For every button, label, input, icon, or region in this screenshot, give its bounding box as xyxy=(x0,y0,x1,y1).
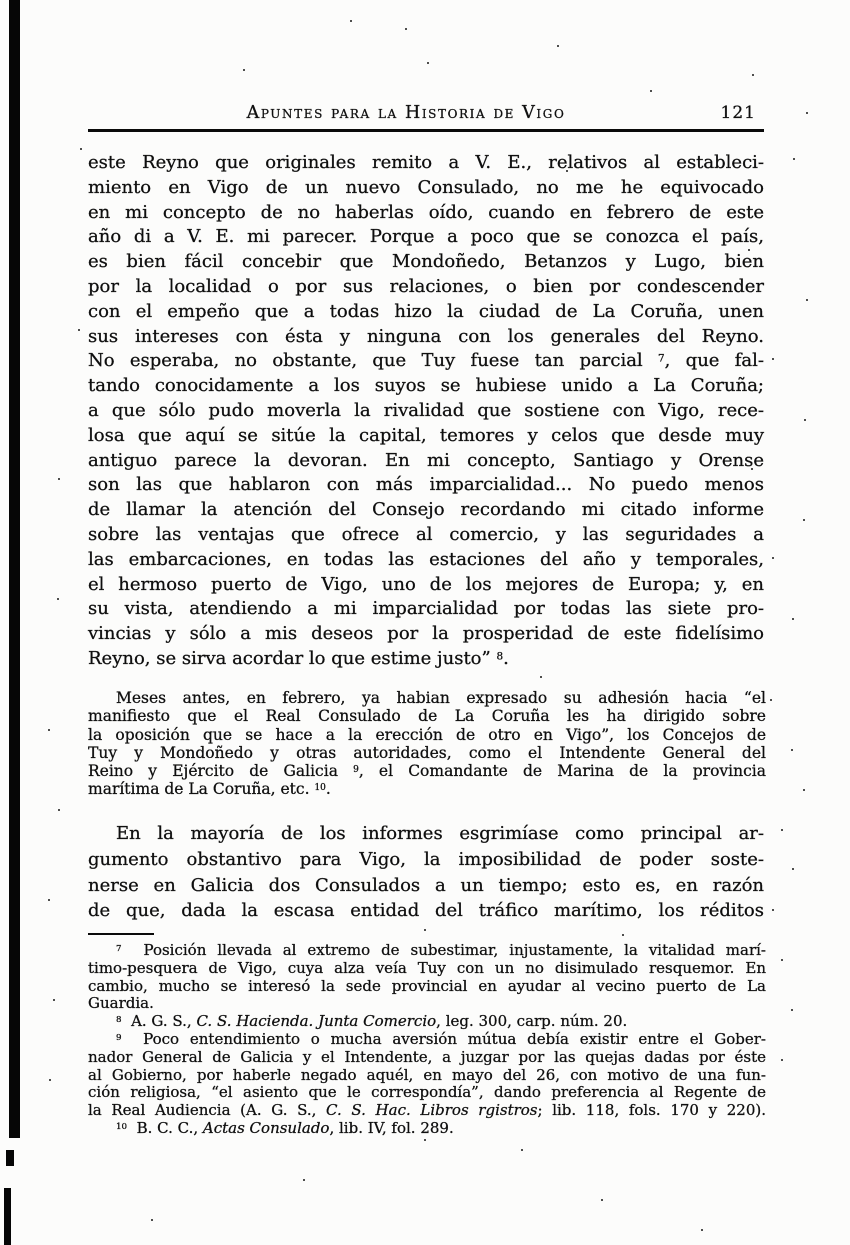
scan-binding-bar-fragment xyxy=(4,1188,11,1245)
text-line xyxy=(88,762,766,780)
text-segment: tando conocidamente a los suyos se hubiese unido a La Coruña; xyxy=(88,375,764,397)
text-segment: el hermoso puerto de Vigo, uno de los mejores de Europa; y, en xyxy=(88,573,764,595)
text-segment: miento en Vigo de un nuevo Consulado, no me he equivocado xyxy=(88,176,764,198)
text-line xyxy=(88,744,766,762)
text-line xyxy=(88,780,766,798)
block-quote xyxy=(88,689,766,799)
text-segment: . xyxy=(325,780,331,799)
text-line xyxy=(88,275,764,300)
footnote-10 xyxy=(88,1120,766,1138)
text-line xyxy=(88,325,764,350)
scan-binding-bar-fragment xyxy=(6,1150,14,1166)
text-line xyxy=(88,473,764,498)
text-segment: No esperaba, no obstante, que Tuy fuese tan parcial xyxy=(88,350,658,372)
text-segment: año di a V. E. mi parecer. Porque a poco que se conozca el país, xyxy=(88,226,764,248)
text-segment: losa que aquí se sitúe la capital, temores y celos que desde muy xyxy=(88,424,764,446)
text-line xyxy=(88,225,764,250)
text-segment: B. C. C., xyxy=(127,1118,203,1137)
text-line xyxy=(88,374,764,399)
text-line xyxy=(88,942,766,960)
text-line xyxy=(88,597,764,622)
text-line xyxy=(88,689,766,707)
text-segment: timo-pesquera de Vigo, cuya alza veía Tuy con un no disimulado resquemor. En xyxy=(88,958,766,977)
text-segment: , que fal- xyxy=(664,350,764,372)
footnote-8 xyxy=(88,1013,766,1031)
text-segment: antiguo parece la devoran. En mi concepto, Santiago y Orense xyxy=(88,449,764,471)
footnote-marker: 8 xyxy=(496,650,504,663)
text-line xyxy=(88,1120,766,1138)
second-paragraph xyxy=(88,821,764,924)
text-segment: , leg. 300, carp. núm. 20. xyxy=(436,1012,628,1031)
text-segment: A. G. S., xyxy=(121,1012,197,1031)
text-segment: Guardia. xyxy=(88,994,154,1013)
text-line xyxy=(88,1084,766,1102)
text-segment: Posición llevada al extremo de subestimar, injustamente, la vitalidad marí- xyxy=(121,941,766,959)
text-segment: Tuy y Mondoñedo y otras autoridades, como el Intendente General del xyxy=(88,743,766,762)
text-line xyxy=(88,726,766,744)
text-segment: de llamar la atención del Consejo recordando mi citado informe xyxy=(88,499,764,521)
text-segment: manifiesto que el Real Consulado de La Coruña les ha dirigido sobre xyxy=(88,707,766,726)
text-line xyxy=(88,978,766,996)
main-paragraph xyxy=(88,151,764,672)
text-segment: las embarcaciones, en todas las estaciones del año y temporales, xyxy=(88,548,764,570)
text-segment: nerse en Galicia dos Consulados a un tiempo; esto es, en razón xyxy=(88,874,764,896)
text-line xyxy=(88,847,764,873)
text-line xyxy=(88,1067,766,1085)
text-segment: este Reyno que originales remito a V. E., relativos al estableci- xyxy=(88,152,764,173)
page-title: Apuntes para la Historia de Vigo xyxy=(246,103,566,123)
text-line xyxy=(88,821,764,847)
text-segment: cambio, mucho se interesó la sede provincial en ayudar al vecino puerto de La xyxy=(88,976,766,995)
footnote-marker: 10 xyxy=(116,1122,128,1133)
text-segment: gumento obstantivo para Vigo, la imposibilidad de poder soste- xyxy=(88,848,764,870)
footnote-marker: 9 xyxy=(353,765,359,776)
footnote-marker: 7 xyxy=(116,944,122,955)
italic-text: Actas Consulado xyxy=(202,1118,330,1137)
text-segment: sus intereses con ésta y ninguna con los generales del Reyno. xyxy=(88,325,764,347)
header-rule xyxy=(88,129,764,132)
text-line xyxy=(88,523,764,548)
text-line xyxy=(88,399,764,424)
text-segment: en mi concepto de no haberlas oído, cuando en febrero de este xyxy=(88,201,764,223)
running-header xyxy=(88,103,764,127)
footnote-9 xyxy=(88,1031,766,1120)
text-line xyxy=(88,449,764,474)
text-segment: su vista, atendiendo a mi imparcialidad por todas las siete pro- xyxy=(88,598,764,620)
text-segment: marítima de La Coruña, etc. xyxy=(88,780,315,799)
text-line xyxy=(88,960,766,978)
footnote-marker: 10 xyxy=(314,783,326,794)
text-segment: son las que hablaron con más imparcialidad... No puedo menos xyxy=(88,474,764,496)
text-segment: Reino y Ejército de Galicia xyxy=(88,762,354,781)
footnote-rule xyxy=(88,933,154,935)
text-line xyxy=(88,250,764,275)
page-number: 121 xyxy=(720,103,756,123)
text-line xyxy=(88,498,764,523)
text-line xyxy=(88,151,764,176)
text-line xyxy=(88,201,764,226)
text-segment: es bien fácil concebir que Mondoñedo, Betanzos y Lugo, bien xyxy=(88,251,764,273)
text-segment: Reyno, se sirva acordar lo que estime justo” xyxy=(88,647,497,669)
text-segment: sobre las ventajas que ofrece al comercio, y las seguridades a xyxy=(88,523,764,545)
italic-text: C. S. Hacienda. Junta Comercio xyxy=(196,1012,437,1031)
text-segment: al Gobierno, por haberle negado aquél, en mayo del 26, con motivo de una fun- xyxy=(88,1065,766,1084)
text-segment: ; lib. 118, fols. 170 y 220). xyxy=(537,1101,766,1120)
text-segment: En la mayoría de los informes esgrimíase como principal ar- xyxy=(116,823,764,844)
footnote-marker: 8 xyxy=(116,1015,122,1026)
text-segment: vincias y sólo a mis deseos por la prosperidad de este fidelísimo xyxy=(88,623,764,645)
text-segment: . xyxy=(503,647,509,669)
text-segment: por la localidad o por sus relaciones, o bien por condescender xyxy=(88,275,764,297)
text-line xyxy=(88,873,764,899)
text-segment: con el empeño que a todas hizo la ciudad de La Coruña, unen xyxy=(88,300,764,322)
text-line xyxy=(88,622,764,647)
text-line xyxy=(88,300,764,325)
text-line xyxy=(88,424,764,449)
text-segment: , lib. IV, fol. 289. xyxy=(329,1118,454,1137)
text-segment: Poco entendimiento o mucha aversión mútua debía existir entre el Gober- xyxy=(121,1029,766,1048)
text-line xyxy=(88,1102,766,1120)
text-line xyxy=(88,1031,766,1049)
text-line xyxy=(88,548,764,573)
footnote-marker: 9 xyxy=(116,1033,122,1044)
text-segment: ción religiosa, “el asiento que le correspondía”, dando preferencia al Regente de xyxy=(88,1083,766,1102)
footnote-marker: 7 xyxy=(658,352,665,365)
text-segment: la oposición que se hace a la erección de otro en Vigo”, los Concejos de xyxy=(88,725,766,744)
text-segment: la Real Audiencia (A. G. S., xyxy=(88,1101,327,1120)
text-line xyxy=(88,176,764,201)
text-segment: a que sólo pudo moverla la rivalidad que sostiene con Vigo, rece- xyxy=(88,399,764,421)
text-line xyxy=(88,898,764,924)
text-segment: , el Comandante de Marina de la provincia xyxy=(358,762,766,781)
footnote-7 xyxy=(88,942,766,1013)
text-line xyxy=(88,349,764,374)
italic-text: C. S. Hac. Libros rgistros xyxy=(326,1101,538,1120)
scan-binding-bar xyxy=(9,0,20,1138)
text-line xyxy=(88,995,766,1013)
text-line xyxy=(88,647,764,672)
text-line xyxy=(88,1049,766,1067)
text-segment: Meses antes, en febrero, ya habian expresado su adhesión hacia “el xyxy=(116,689,766,707)
text-line xyxy=(88,1013,766,1031)
text-line xyxy=(88,707,766,725)
footnotes-section xyxy=(88,942,766,1138)
text-segment: nador General de Galicia y el Intendente, a juzgar por las quejas dadas por éste xyxy=(88,1047,766,1066)
text-line xyxy=(88,573,764,598)
scan-noise-speckles xyxy=(0,0,2,2)
text-segment: de que, dada la escasa entidad del tráfico marítimo, los réditos xyxy=(88,900,764,922)
